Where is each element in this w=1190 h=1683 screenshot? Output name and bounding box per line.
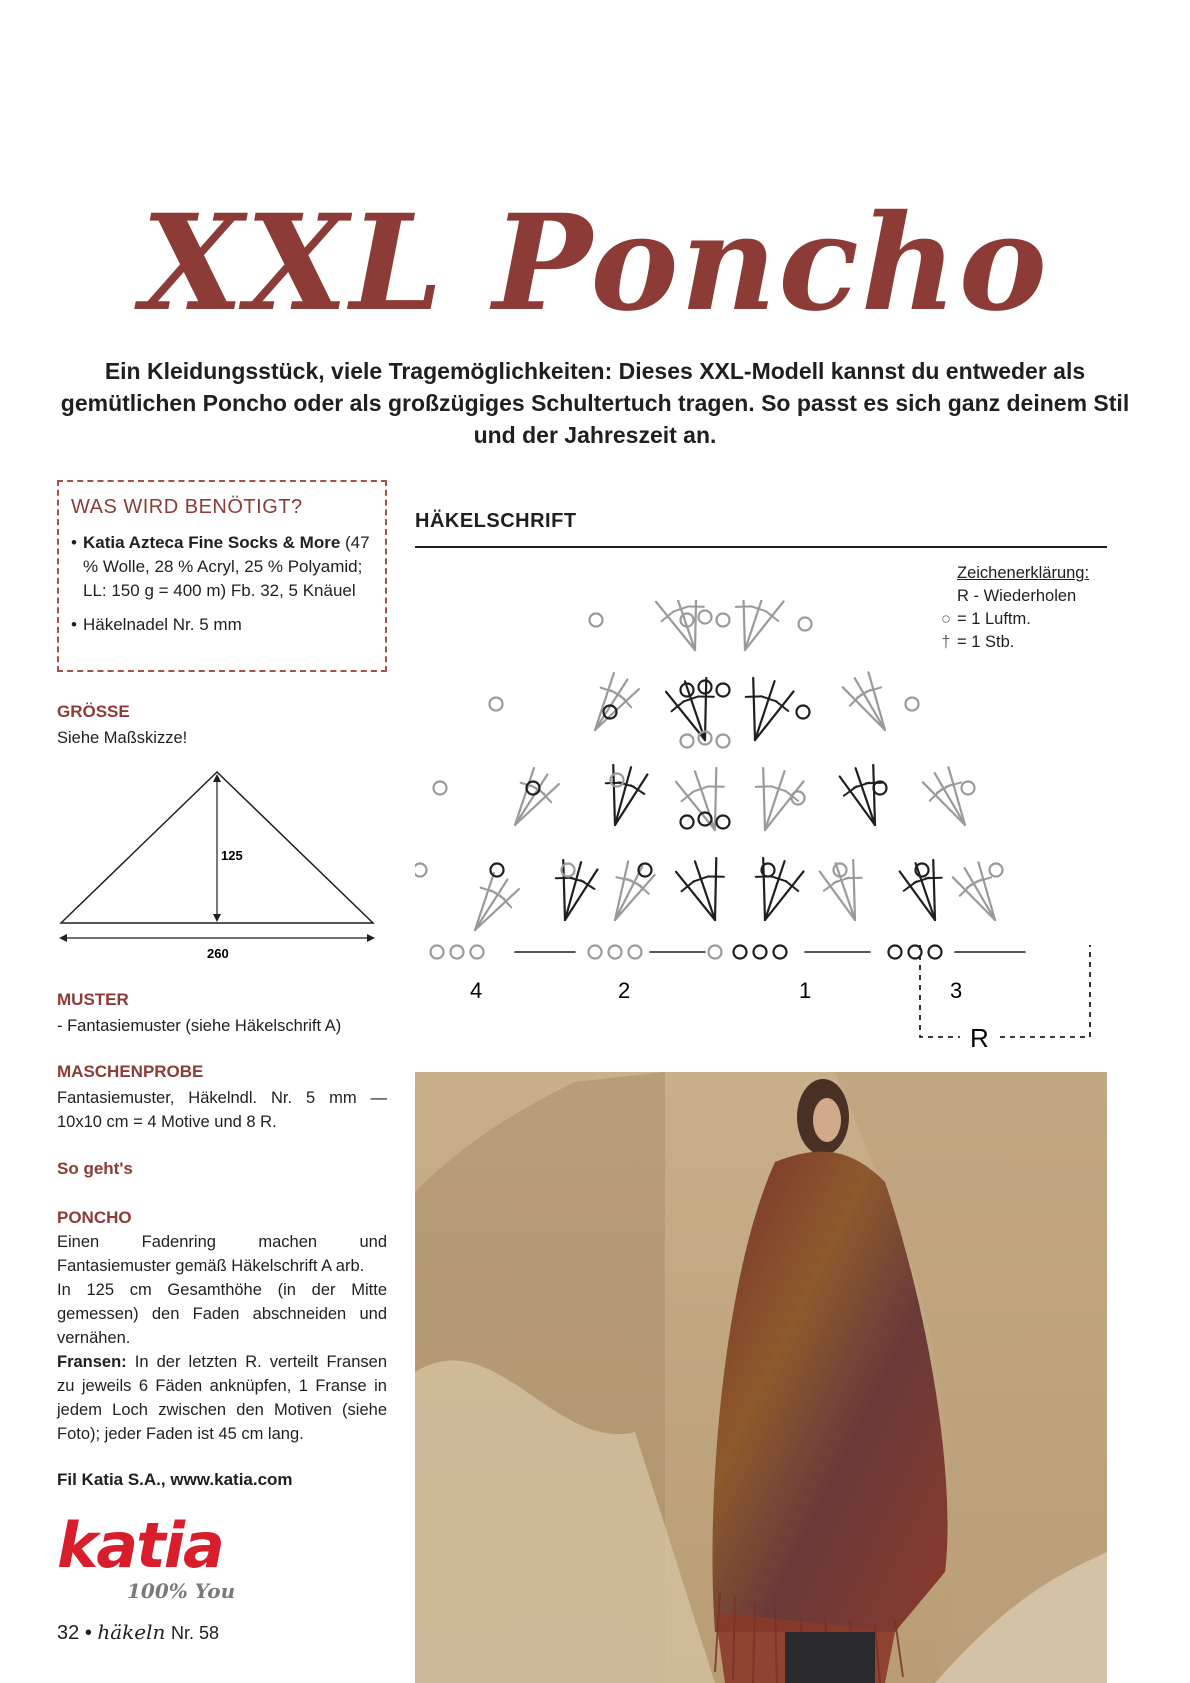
size-sketch bbox=[57, 768, 387, 968]
fringe-text: In der letzten R. verteilt Fransen zu jeweils 6 Fäden anknüpfen, 1 Franse in jedem Loch zwischen den Motiven (siehe Foto); jeder Faden ist 45 cm lang. bbox=[57, 1353, 387, 1443]
corner-chain bbox=[590, 614, 603, 627]
stitch-icon: † bbox=[941, 633, 951, 651]
stitch-fan bbox=[923, 767, 965, 825]
materials-yarn bbox=[71, 531, 371, 603]
gauge-text: Fantasiemuster, Häkelndl. Nr. 5 mm — 10x10 cm = 4 Motive und 8 R. bbox=[57, 1089, 387, 1131]
size-height-label: 125 bbox=[221, 848, 243, 863]
poncho-fringe bbox=[57, 1350, 387, 1446]
base-chain bbox=[471, 946, 484, 959]
chart-label-1: 1 bbox=[799, 978, 812, 1003]
credit: Fil Katia S.A., www.katia.com bbox=[57, 1470, 293, 1489]
corner-chain bbox=[491, 864, 504, 877]
page-title: XXL Poncho bbox=[141, 186, 1049, 342]
stitch-fan bbox=[900, 860, 942, 920]
stitch-fan bbox=[595, 673, 639, 730]
size-heading: GRÖSSE bbox=[57, 702, 130, 721]
base-chain bbox=[754, 946, 767, 959]
stitch-fan bbox=[606, 765, 648, 825]
crochet-chart bbox=[415, 600, 1107, 1060]
arch-chain bbox=[699, 611, 712, 624]
chart-label-2: 2 bbox=[618, 978, 631, 1003]
stitch-fan bbox=[475, 873, 519, 930]
diagram-heading: HÄKELSCHRIFT bbox=[415, 510, 577, 532]
legend-stitch: = 1 Stb. bbox=[957, 633, 1015, 651]
diagram-rule bbox=[415, 546, 1107, 548]
legend-repeat: R - Wiederholen bbox=[957, 587, 1077, 605]
stitch-fan bbox=[676, 858, 724, 920]
stitch-fan bbox=[656, 600, 704, 650]
base-chain bbox=[889, 946, 902, 959]
repeat-label: R bbox=[970, 1023, 989, 1053]
chain-icon: ○ bbox=[941, 610, 951, 628]
corner-chain bbox=[490, 698, 503, 711]
base-chain bbox=[589, 946, 602, 959]
poncho-heading: PONCHO bbox=[57, 1208, 132, 1227]
corner-chain bbox=[799, 618, 812, 631]
corner-chain bbox=[434, 782, 447, 795]
footer-bullet: • bbox=[84, 1622, 98, 1644]
yarn-name: Katia Azteca Fine Socks & More bbox=[83, 533, 341, 552]
arch-chain bbox=[717, 614, 730, 627]
chart-label-4: 4 bbox=[470, 978, 483, 1003]
stitch-fan bbox=[515, 768, 559, 825]
corner-chain bbox=[611, 774, 624, 787]
poncho-step-1: Einen Fadenring machen und Fantasiemuster gemäß Häkelschrift A arb. bbox=[57, 1233, 387, 1275]
size-width-label: 260 bbox=[207, 946, 229, 961]
arch-chain bbox=[717, 816, 730, 829]
stitch-fan bbox=[615, 861, 655, 920]
corner-chain bbox=[990, 864, 1003, 877]
materials-hook: • Häkelnadel Nr. 5 mm bbox=[71, 613, 371, 637]
magazine-name: häkeln bbox=[97, 1620, 166, 1644]
logo-tagline: 100% You bbox=[127, 1579, 236, 1603]
stitch-fan bbox=[746, 678, 794, 740]
yarn-details: (47 % Wolle, 28 % Acryl, 25 % Polyamid; LL: 150 g = 400 m) Fb. 32, 5 Knäuel bbox=[83, 533, 370, 600]
base-chain bbox=[774, 946, 787, 959]
arch-chain bbox=[681, 735, 694, 748]
page-footer bbox=[57, 1620, 219, 1645]
base-chain bbox=[734, 946, 747, 959]
materials-box bbox=[57, 480, 387, 672]
arch-chain bbox=[717, 684, 730, 697]
base-chain bbox=[609, 946, 622, 959]
stitch-fan bbox=[736, 600, 784, 650]
stitch-fan bbox=[756, 768, 804, 830]
intro-text: Ein Kleidungsstück, viele Tragemöglichkeiten: Dieses XXL-Modell kannst du entweder als gemütlichen Poncho oder als großzügiges Schultertuch tragen. So passt es sich ganz deinem Stil und der Jahreszeit an. bbox=[60, 358, 1130, 448]
corner-chain bbox=[415, 864, 427, 877]
base-chain bbox=[709, 946, 722, 959]
page-number: 32 bbox=[57, 1622, 80, 1644]
corner-chain bbox=[962, 782, 975, 795]
corner-chain bbox=[906, 698, 919, 711]
base-chain bbox=[629, 946, 642, 959]
stitch-fan bbox=[840, 765, 882, 825]
size-text: Siehe Maßskizze! bbox=[57, 729, 188, 747]
pattern-text: - Fantasiemuster (siehe Häkelschrift A) bbox=[57, 1017, 342, 1035]
product-photo bbox=[415, 1072, 1107, 1683]
stitch-fan bbox=[843, 672, 885, 730]
arch-chain bbox=[717, 735, 730, 748]
base-chain bbox=[929, 946, 942, 959]
legend-title: Zeichenerklärung: bbox=[957, 564, 1090, 582]
gauge-heading: MASCHENPROBE bbox=[57, 1062, 204, 1081]
legend-chain: = 1 Luftm. bbox=[957, 610, 1031, 628]
corner-chain bbox=[797, 706, 810, 719]
issue-number: Nr. 58 bbox=[170, 1623, 220, 1643]
photo-illustration bbox=[415, 1072, 1107, 1683]
repeat-bracket bbox=[920, 945, 1090, 1037]
base-chain bbox=[451, 946, 464, 959]
pattern-heading: MUSTER bbox=[57, 990, 129, 1009]
fringe-label: Fransen: bbox=[57, 1353, 127, 1371]
poncho-step-2: In 125 cm Gesamthöhe (in der Mitte gemessen) den Faden abschneiden und vernähen. bbox=[57, 1281, 387, 1347]
materials-heading: WAS WIRD BENÖTIGT? bbox=[71, 496, 303, 518]
stitch-fan bbox=[820, 860, 862, 920]
base-chain bbox=[431, 946, 444, 959]
katia-logo bbox=[57, 1509, 236, 1603]
arch-chain bbox=[681, 816, 694, 829]
chart-label-3: 3 bbox=[950, 978, 963, 1003]
poncho-instructions bbox=[57, 1230, 387, 1446]
logo-word: katia bbox=[57, 1509, 223, 1582]
howto-heading: So geht's bbox=[57, 1159, 133, 1178]
